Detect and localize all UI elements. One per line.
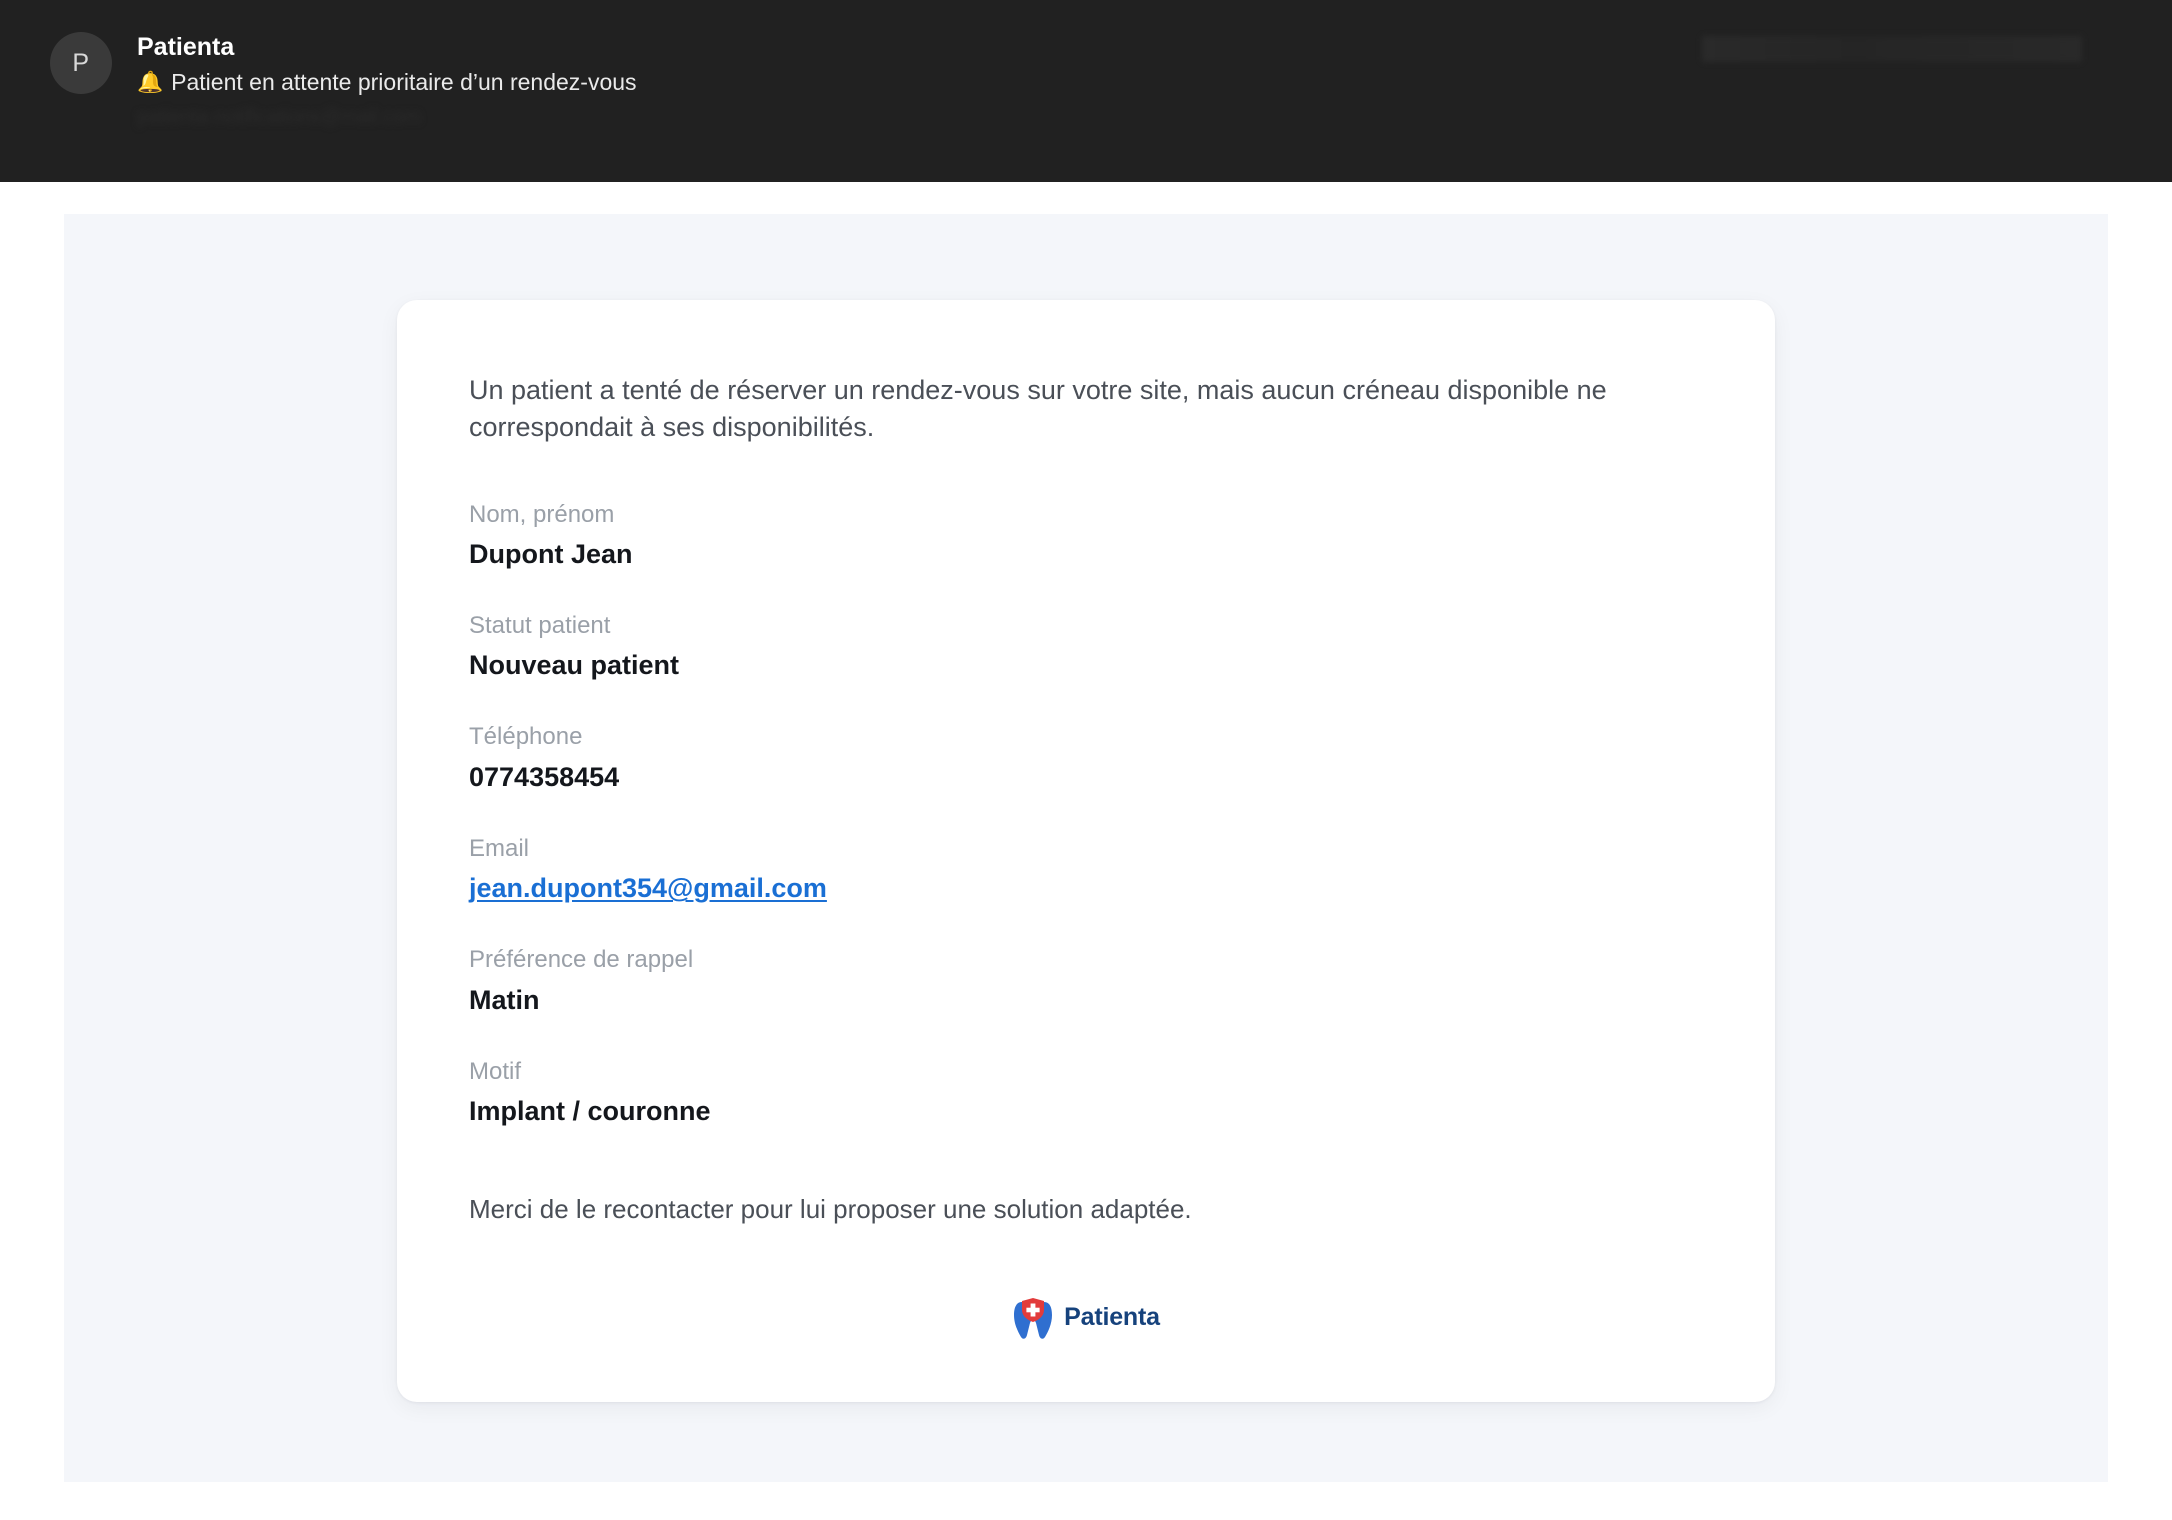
field-value-link-wrapper bbox=[469, 871, 1703, 906]
field-value: 0774358454 bbox=[469, 761, 620, 792]
email-body-canvas bbox=[64, 214, 2108, 1482]
intro-paragraph: Un patient a tenté de réserver un rendez-vous sur votre site, mais aucun créneau disponible ne correspondait à ses disponibilités. bbox=[469, 375, 1607, 443]
field-label: Motif bbox=[469, 1057, 522, 1085]
email-link[interactable]: jean.dupont354@gmail.com bbox=[469, 873, 827, 904]
field-preference-rappel bbox=[469, 944, 1703, 1017]
field-statut-patient bbox=[469, 610, 1703, 683]
field-label: Statut patient bbox=[469, 611, 611, 639]
field-label: Téléphone bbox=[469, 723, 583, 751]
outro-paragraph: Merci de le recontacter pour lui proposer une solution adaptée. bbox=[469, 1194, 1192, 1225]
avatar: P bbox=[50, 32, 112, 94]
field-label: Nom, prénom bbox=[469, 500, 615, 528]
sender-name: Patienta bbox=[137, 33, 235, 61]
header-text-block bbox=[137, 30, 637, 130]
field-value: Dupont Jean bbox=[469, 538, 633, 569]
email-subject bbox=[137, 68, 637, 98]
bell-icon: 🔔 bbox=[137, 71, 164, 95]
notification-card bbox=[397, 300, 1775, 1402]
email-client-header bbox=[0, 0, 2172, 182]
field-value: Nouveau patient bbox=[469, 650, 680, 681]
tooth-shield-logo-icon bbox=[1012, 1296, 1054, 1340]
field-label: Email bbox=[469, 834, 530, 862]
brand-name: Patienta bbox=[1064, 1303, 1160, 1332]
header-actions-masked[interactable] bbox=[1702, 36, 2082, 62]
field-label: Préférence de rappel bbox=[469, 946, 694, 974]
brand-footer bbox=[469, 1296, 1703, 1340]
field-nom-prenom bbox=[469, 499, 1703, 572]
field-motif bbox=[469, 1056, 1703, 1129]
field-email bbox=[469, 833, 1703, 906]
email-subject-text: Patient en attente prioritaire d’un rendez-vous bbox=[171, 69, 637, 95]
field-value: Matin bbox=[469, 984, 540, 1015]
sender-address-masked: patienta-notifications@mail.com bbox=[137, 105, 421, 128]
field-value: Implant / couronne bbox=[469, 1096, 711, 1127]
field-telephone bbox=[469, 721, 1703, 794]
